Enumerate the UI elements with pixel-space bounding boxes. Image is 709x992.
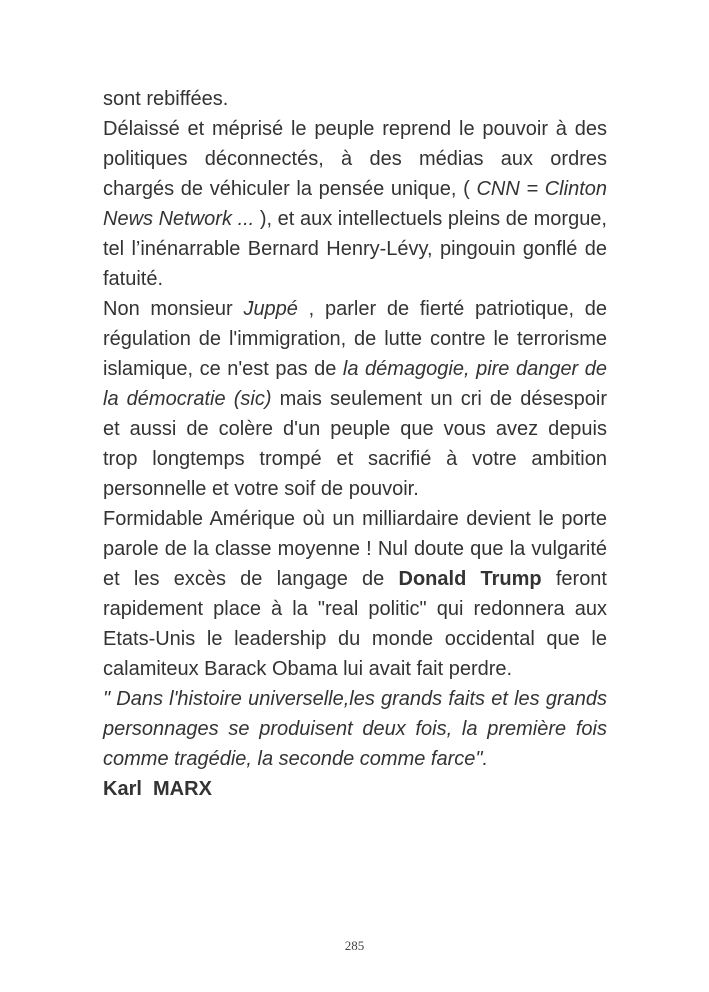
text-run: sont rebiffées. xyxy=(103,88,229,110)
document-text-block xyxy=(103,84,607,804)
text-run: ), et aux intellectuels pleins de morgue, tel l’inénarrable Bernard Henry-Lévy, pingouin gonflé de fatuité. xyxy=(103,208,607,290)
paragraph-marx-quote xyxy=(103,684,607,774)
text-run: Délaissé et méprisé le peuple reprend le pouvoir à des politiques déconnectés, à des médias aux ordres chargés de véhiculer la pensée unique, ( xyxy=(103,118,607,200)
text-run-bold-karl-marx: Karl MARX xyxy=(103,778,212,800)
text-run-italic-quote: " Dans l'histoire universelle,les grands faits et les grands personnages se produisent deux fois, la première fois comme tragédie, la seconde comme farce". xyxy=(103,688,607,770)
paragraph-fragment xyxy=(103,84,607,114)
paragraph-delaisse xyxy=(103,114,607,294)
text-run: , parler de fierté patriotique, de régulation de l'immigration, de lutte contre le terrorisme islamique, ce n'est pas de xyxy=(103,298,607,380)
text-run-italic-cnn: CNN = Clinton News Network ... xyxy=(103,178,607,230)
text-run: feront rapidement place à la "real politic" qui redonnera aux Etats-Unis le leadership du monde occidental que le calamiteux Barack Obama lui avait fait perdre. xyxy=(103,568,607,680)
text-run-bold-trump: Donald Trump xyxy=(398,568,542,590)
text-run: Formidable Amérique où un milliardaire devient le porte parole de la classe moyenne ! Nul doute que la vulgarité et les excès de langage de xyxy=(103,508,607,590)
page-number: 285 xyxy=(344,938,365,953)
text-run: mais seulement un cri de désespoir et aussi de colère d'un peuple que vous avez depuis trop longtemps trompé et sacrifié à votre ambition personnelle et votre soif de pouvoir. xyxy=(103,388,607,500)
paragraph-juppe xyxy=(103,294,607,504)
text-run-italic-juppe: Juppé xyxy=(243,298,298,320)
paragraph-trump xyxy=(103,504,607,684)
text-run-italic-demagogie: la démagogie, pire danger de la démocratie (sic) xyxy=(103,358,607,410)
paragraph-marx-attribution xyxy=(103,774,607,804)
text-run: Non monsieur xyxy=(103,298,244,320)
